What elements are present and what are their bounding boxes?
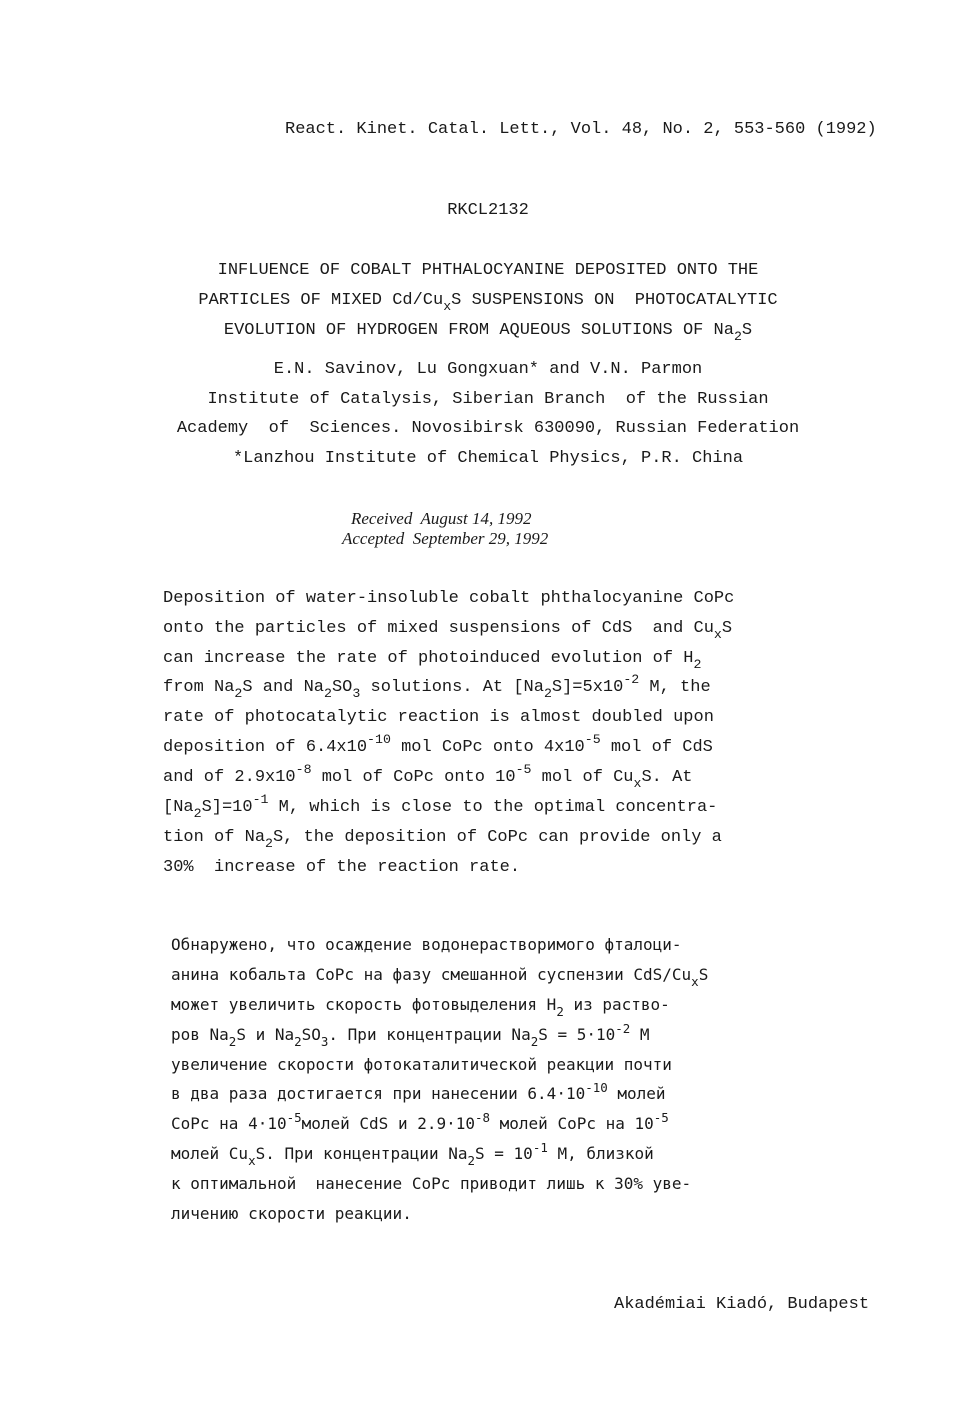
affiliation-line-2: Academy of Sciences. Novosibirsk 630090, Russian Federation [176, 419, 800, 438]
journal-citation: React. Kinet. Catal. Lett., Vol. 48, No. 2, 553-560 (1992) [285, 120, 877, 139]
abstract-ru-line-4: ров $Na_2S$ и $Na_2SO_3$. При концентрации $Na_2S = 5\cdot 10^{-2}$ M [171, 1020, 650, 1049]
article-code: RKCL2132 [447, 201, 529, 220]
abstract-ru-line-2: анина кобальта CoPc на фазу смешанной суспензии CdS/$Cu_xS$ [171, 965, 709, 989]
affiliation-line-1: Institute of Catalysis, Siberian Branch of the Russian [207, 390, 769, 409]
abstract-en-line-5: rate of photocatalytic reaction is almost doubled upon [163, 708, 714, 727]
abstract-ru-line-3: может увеличить скорость фотовыделения $H_2$ из раство- [171, 995, 670, 1019]
abstract-en-line-2: onto the particles of mixed suspensions of CdS and $Cu_xS$ [163, 619, 733, 642]
abstract-ru-line-1: Обнаружено, что осаждение водонерастворимого фталоци- [171, 935, 682, 954]
abstract-ru-line-9: к оптимальной нанесение CoPc приводит лишь к 30% уве- [171, 1174, 692, 1193]
abstract-ru-line-7: CoPc на $4\cdot 10^{-5}молей$ CdS и $2.9\cdot 10^{-8}$ молей CoPc на $10^{-5}$ [171, 1109, 669, 1133]
abstract-en-line-7: and of $2.9x10^{-8}$ mol of CoPc onto $10^{-5}$ mol of $Cu_xS$. At [163, 762, 693, 791]
title-line-2: PARTICLES OF MIXED $Cd/Cu_xS$ SUSPENSIONS ON PHOTOCATALYTIC [198, 291, 778, 314]
abstract-en-line-4: from $Na_2S$ and $Na_2SO_3$ solutions. At $[Na_2S]=5x10^{-2}$ M, the [163, 672, 711, 701]
abstract-en-line-1: Deposition of water-insoluble cobalt phthalocyanine CoPc [163, 589, 735, 608]
abstract-ru-line-10: личению скорости реакции. [171, 1204, 412, 1223]
abstract-en-line-10: 30% increase of the reaction rate. [163, 858, 521, 877]
received-date: Received August 14, 1992 [351, 509, 532, 528]
affiliation-line-3: *Lanzhou Institute of Chemical Physics, P.R. China [232, 449, 744, 468]
abstract-ru-line-8: молей $Cu_xS$. При концентрации $Na_2S = 10^{-1}$ M, близкой [171, 1139, 654, 1168]
publisher: Akadémiai Kiadó, Budapest [614, 1295, 870, 1314]
abstract-en-line-9: tion of $Na_2S$, the deposition of CoPc can provide only a [163, 828, 722, 851]
title-line-3: EVOLUTION OF HYDROGEN FROM AQUEOUS SOLUTIONS OF $Na_2S$ [223, 321, 753, 344]
abstract-en-line-3: can increase the rate of photoinduced evolution of $H_2$ [163, 649, 702, 672]
authors: E.N. Savinov, Lu Gongxuan* and V.N. Parmon [273, 360, 703, 379]
abstract-en-line-6: deposition of $6.4x10^{-10}$ mol CoPc onto $4x10^{-5}$ mol of CdS [163, 732, 713, 757]
accepted-date: Accepted September 29, 1992 [342, 529, 549, 548]
abstract-ru-line-5: увеличение скорости фотокаталитической реакции почти [171, 1055, 672, 1074]
title-line-1: INFLUENCE OF COBALT PHTHALOCYANINE DEPOSITED ONTO THE [217, 261, 759, 280]
abstract-en-line-8: $[Na_2S]=10^{-1}$ M, which is close to the optimal concentra- [163, 792, 718, 821]
abstract-ru-line-6: в два раза достигается при нанесении $6.4\cdot 10^{-10}$ молей [171, 1079, 666, 1103]
